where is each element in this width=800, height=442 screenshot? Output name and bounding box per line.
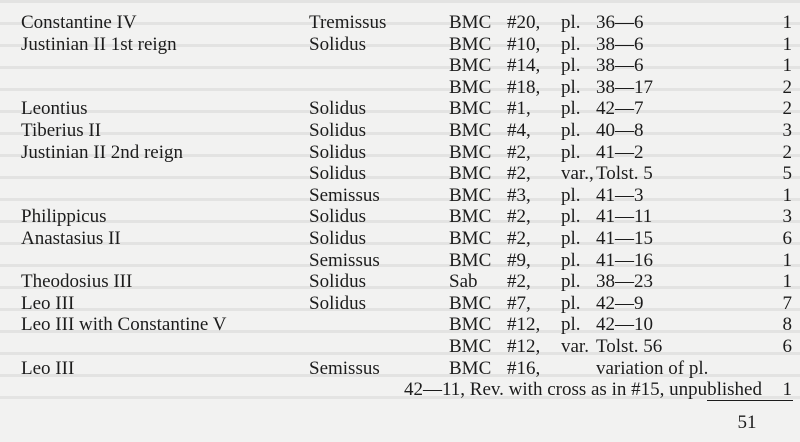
- ruler-cell: [21, 185, 309, 207]
- table-row: [21, 98, 792, 120]
- count-cell: 1: [782, 55, 792, 77]
- table-row: [21, 34, 792, 56]
- page-number: 51: [737, 412, 757, 433]
- reference-cell: 38—17: [596, 76, 653, 98]
- table-row: [21, 163, 792, 185]
- table-row: [21, 55, 792, 77]
- plate-label-cell: pl.: [561, 55, 581, 77]
- table-row: [21, 77, 792, 99]
- plate-label-cell: pl.: [561, 314, 581, 336]
- reference-cell: 41—15: [596, 227, 653, 249]
- ruler-cell: [21, 77, 309, 99]
- ruler-cell: Philippicus: [21, 206, 107, 228]
- plate-label-cell: pl.: [561, 33, 581, 55]
- denomination-cell: Semissus: [309, 357, 380, 379]
- reference-cell: variation of pl.: [596, 357, 709, 379]
- count-cell: 1: [782, 12, 792, 33]
- catalogue-number-cell: #2,: [507, 163, 531, 185]
- catalogue-number-cell: #2,: [507, 271, 531, 293]
- catalogue-cell: BMC: [449, 335, 492, 357]
- reference-cell: 38—23: [596, 271, 653, 293]
- table-row: [21, 12, 792, 34]
- plate-label-cell: var.: [561, 335, 589, 357]
- count-cell: 1: [782, 249, 792, 271]
- denomination-cell: [309, 336, 449, 358]
- continuation-text: 42—11, Rev. with cross as in #15, unpublished: [404, 379, 762, 401]
- ruler-cell: Tiberius II: [21, 119, 102, 141]
- denomination-cell: Solidus: [309, 98, 367, 120]
- ruler-cell: [21, 336, 309, 358]
- plate-label-cell: pl.: [561, 206, 581, 228]
- count-cell: 7: [782, 292, 792, 314]
- ruler-cell: Justinian II 2nd reign: [21, 141, 184, 163]
- ruler-cell: Justinian II 1st reign: [21, 33, 177, 55]
- reference-cell: 42—7: [596, 98, 644, 120]
- catalogue-cell: BMC: [449, 55, 492, 77]
- coin-table: [21, 12, 792, 401]
- catalogue-cell: BMC: [449, 76, 492, 98]
- plate-label-cell: pl.: [561, 184, 581, 206]
- table-row: [21, 206, 792, 228]
- plate-label-cell: var.,: [561, 163, 594, 185]
- count-cell: [762, 358, 792, 380]
- ruler-cell: [21, 250, 309, 272]
- reference-cell: Tolst. 56: [596, 335, 663, 357]
- ruler-cell: Anastasius II: [21, 227, 121, 249]
- reference-cell: 41—16: [596, 249, 653, 271]
- reference-cell: 38—6: [596, 55, 644, 77]
- catalogue-cell: Sab: [449, 271, 478, 293]
- table-row: [21, 293, 792, 315]
- count-cell: 1: [782, 184, 792, 206]
- denomination-cell: Solidus: [309, 227, 367, 249]
- reference-cell: 40—8: [596, 119, 644, 141]
- catalogue-number-cell: #7,: [507, 292, 531, 314]
- catalogue-number-cell: #20,: [507, 12, 541, 33]
- ruler-cell: Constantine IV: [21, 12, 137, 33]
- catalogue-cell: BMC: [449, 12, 492, 33]
- catalogue-number-cell: #18,: [507, 76, 541, 98]
- denomination-cell: Solidus: [309, 271, 367, 293]
- count-cell: 2: [782, 98, 792, 120]
- reference-cell: 41—3: [596, 184, 644, 206]
- table-row: [21, 314, 792, 336]
- count-cell: 3: [782, 119, 792, 141]
- reference-cell: 41—2: [596, 141, 644, 163]
- catalogue-cell: BMC: [449, 163, 492, 185]
- table-row: [21, 250, 792, 272]
- catalogue-number-cell: #10,: [507, 33, 541, 55]
- count-cell: 1: [782, 379, 792, 401]
- catalogue-cell: BMC: [449, 119, 492, 141]
- table-row: [21, 185, 792, 207]
- count-cell: 2: [782, 76, 792, 98]
- count-cell: 8: [782, 314, 792, 336]
- table-row: [21, 336, 792, 358]
- table-row: [21, 120, 792, 142]
- catalogue-cell: BMC: [449, 206, 492, 228]
- catalogue-cell: BMC: [449, 292, 492, 314]
- ruler-cell: [21, 163, 309, 185]
- plate-label-cell: pl.: [561, 292, 581, 314]
- reference-cell: 41—11: [596, 206, 653, 228]
- catalogue-cell: BMC: [449, 184, 492, 206]
- ruler-cell: Theodosius III: [21, 271, 133, 293]
- catalogue-number-cell: #16,: [507, 357, 541, 379]
- plate-label-cell: pl.: [561, 249, 581, 271]
- table-row: [21, 358, 792, 380]
- plate-label-cell: pl.: [561, 141, 581, 163]
- catalogue-number-cell: #2,: [507, 227, 531, 249]
- denomination-cell: [309, 314, 449, 336]
- plate-label-cell: pl.: [561, 227, 581, 249]
- denomination-cell: Solidus: [309, 206, 367, 228]
- ruler-cell: Leo III: [21, 357, 75, 379]
- plate-label-cell: pl.: [561, 76, 581, 98]
- ruler-cell: Leo III with Constantine V: [21, 314, 227, 336]
- table-row: [21, 142, 792, 164]
- plate-label-cell: pl.: [561, 12, 581, 33]
- denomination-cell: Semissus: [309, 249, 380, 271]
- ruler-cell: Leontius: [21, 98, 88, 120]
- catalogue-cell: BMC: [449, 33, 492, 55]
- reference-cell: Tolst. 5: [596, 163, 653, 185]
- catalogue-number-cell: #12,: [507, 314, 541, 336]
- denomination-cell: Tremissus: [309, 12, 387, 33]
- catalogue-cell: BMC: [449, 357, 492, 379]
- catalogue-number-cell: #9,: [507, 249, 531, 271]
- catalogue-cell: BMC: [449, 314, 492, 336]
- count-cell: 5: [782, 163, 792, 185]
- catalogue-number-cell: #2,: [507, 206, 531, 228]
- denomination-cell: Solidus: [309, 33, 367, 55]
- plate-label-cell: [561, 358, 596, 380]
- reference-cell: 38—6: [596, 33, 644, 55]
- count-cell: 6: [782, 335, 792, 357]
- count-cell: 1: [782, 271, 792, 293]
- catalogue-number-cell: #3,: [507, 184, 531, 206]
- catalogue-number-cell: #2,: [507, 141, 531, 163]
- catalogue-number-cell: #14,: [507, 55, 541, 77]
- denomination-cell: Solidus: [309, 141, 367, 163]
- count-cell: 6: [782, 227, 792, 249]
- catalogue-number-cell: #4,: [507, 119, 531, 141]
- catalogue-number-cell: #1,: [507, 98, 531, 120]
- reference-cell: 36—6: [596, 12, 644, 33]
- table-row: [21, 271, 792, 293]
- ruler-cell: Leo III: [21, 292, 75, 314]
- denomination-cell: [309, 55, 449, 77]
- count-cell: 1: [782, 33, 792, 55]
- catalogue-cell: BMC: [449, 249, 492, 271]
- denomination-cell: [309, 77, 449, 99]
- ruler-cell: [21, 55, 309, 77]
- denomination-cell: Solidus: [309, 292, 367, 314]
- catalogue-cell: BMC: [449, 227, 492, 249]
- denomination-cell: Solidus: [309, 119, 367, 141]
- reference-cell: 42—10: [596, 314, 653, 336]
- plate-label-cell: pl.: [561, 119, 581, 141]
- table-row: [21, 228, 792, 250]
- plate-label-cell: pl.: [561, 271, 581, 293]
- catalogue-cell: BMC: [449, 98, 492, 120]
- catalogue-cell: BMC: [449, 141, 492, 163]
- catalogue-number-cell: #12,: [507, 335, 541, 357]
- denomination-cell: Semissus: [309, 184, 380, 206]
- denomination-cell: Solidus: [309, 163, 367, 185]
- footer-rule: [707, 400, 793, 401]
- count-cell: 3: [782, 206, 792, 228]
- table-row-continuation: [21, 379, 792, 401]
- count-cell: 2: [782, 141, 792, 163]
- plate-label-cell: pl.: [561, 98, 581, 120]
- reference-cell: 42—9: [596, 292, 644, 314]
